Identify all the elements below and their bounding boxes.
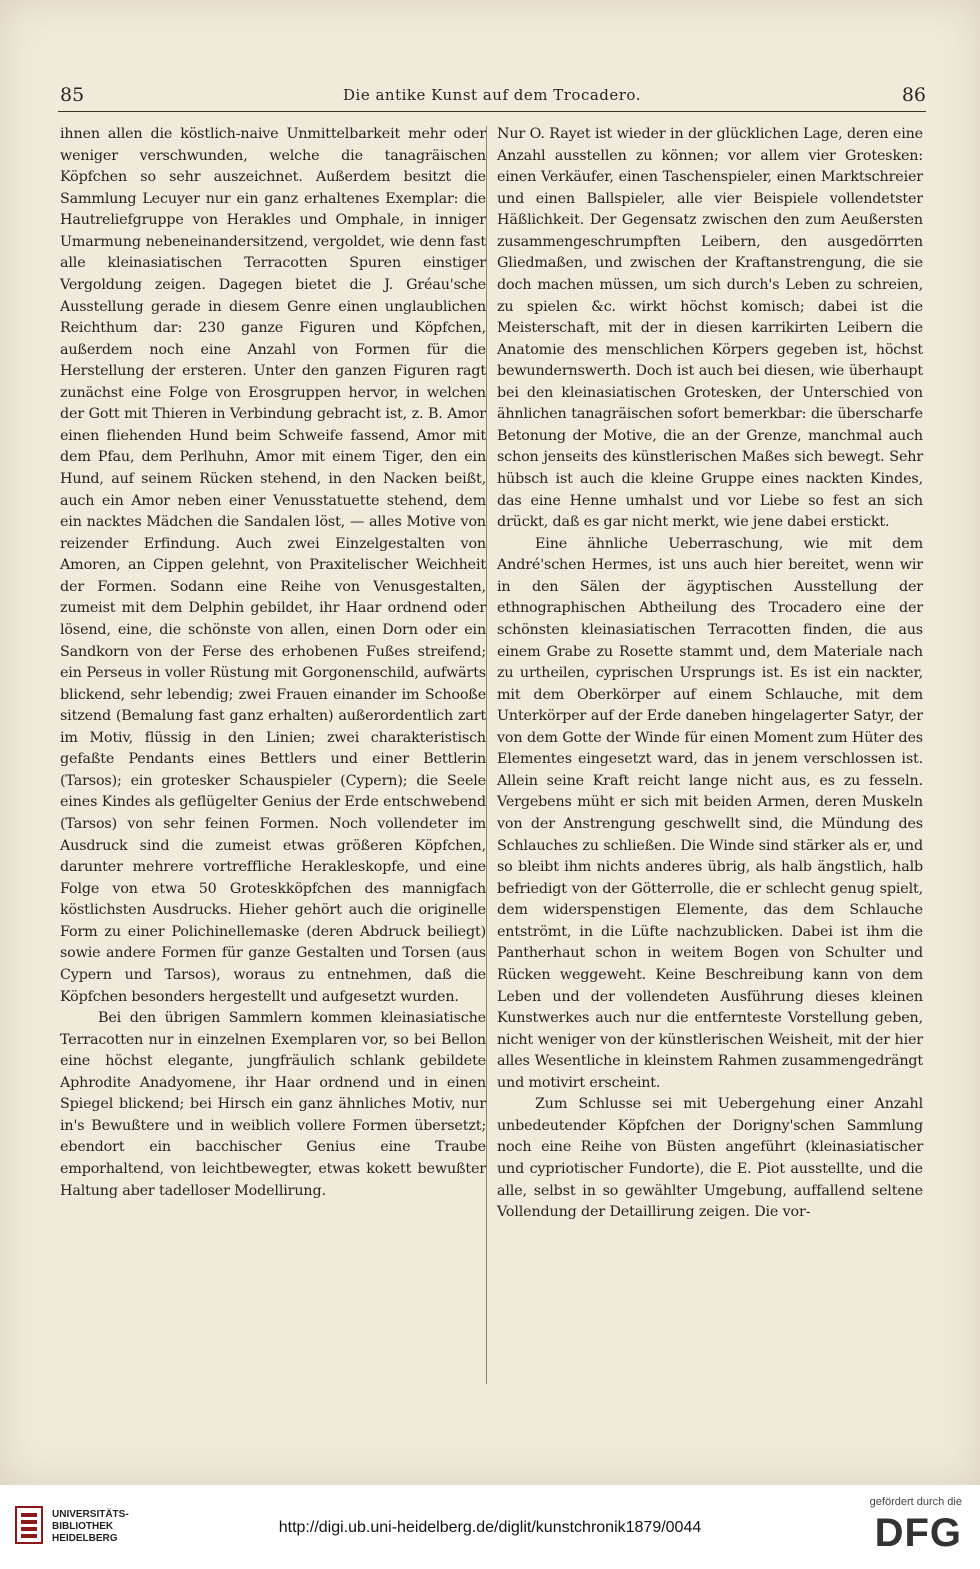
library-name-line: BIBLIOTHEK — [52, 1521, 114, 1532]
header-rule — [58, 111, 926, 112]
library-name-line: UNIVERSITÄTS- — [52, 1509, 129, 1520]
left-column — [60, 124, 486, 1202]
permalink[interactable]: http://digi.ub.uni-heidelberg.de/diglit/kunstchronik1879/0044 — [278, 1519, 702, 1536]
paragraph: Bei den übrigen Sammlern kommen kleinasiatische Terracotten nur in einzelnen Exemplaren vor, so bei Bellon eine höchst elegante, jungfräulich schlank gebildete Aphrodite Anadyomene, ihr Haar ordnend und in einen Spiegel blickend; bei Hirsch ein ganz ähnliches Motiv, nur in's Bewußtere und in weiblich vollere Formen übersetzt; ebendort ein bacchischer Genius eine Traube emporhaltend, von leichtbewegter, etwas kokett bewußter Haltung aber tadelloser Modellirung. — [60, 1010, 486, 1199]
right-column — [497, 124, 923, 1224]
library-name-line: HEIDELBERG — [52, 1533, 118, 1544]
paragraph: ihnen allen die köstlich-naive Unmittelbarkeit mehr oder weniger verschwunden, welche die tanagräischen Köpfchen so sehr auszeichnet. Außerdem besitzt die Sammlung Lecuyer nur ein ganz erhaltenes Exemplar: die Hautreliefgruppe von Herakles und Omphale, in inniger Umarmung nebeneinandersitzend, vergoldet, wie denn fast alle kleinasiatischen Terracotten Spuren einstiger Vergoldung zeigen. Dagegen bietet die J. Gréau'sche Ausstellung gerade in diesem Genre einen unglaublichen Reichthum dar: 230 ganze Figuren und Köpfchen, außerdem noch eine Anzahl von Formen für die Herstellung der ersteren. Unter den ganzen Figuren ragt zunächst eine Folge von Erosgruppen hervor, in welchen der Gott mit Thieren in Verbindung gebracht ist, z. B. Amor einen fliehenden Hund beim Schweife fassend, Amor mit dem Pfau, dem Perlhuhn, Amor mit einem Tiger, den ein Hund, auf seinem Rücken stehend, in den Nacken beißt, auch ein Amor neben einer Venusstatuette stehend, dem ein nacktes Mädchen die Sandalen löst, — alles Motive von reizender Erfindung. Auch zwei Einzelgestalten von Amoren, an Cippen gelehnt, von Praxitelischer Weichheit der Formen. Sodann eine Reihe von Venusgestalten, zumeist mit dem Delphin gebildet, ihr Haar ordnend oder lösend, eine, die schönste von allen, einen Dorn oder ein Sandkorn von der Ferse des erhobenen Fußes streifend; ein Perseus in voller Rüstung mit Gorgonenschild, aufwärts blickend, sehr lebendig; zwei Frauen einander im Schooße sitzend (Bemalung fast ganz erhalten) außerordentlich zart im Motiv, flüssig in den Linien; zwei charakteristisch gefaßte Pendants eines Bettlers und einer Bettlerin (Tarsos); ein grotesker Schauspieler (Cypern); die Seele eines Kindes als geflügelter Genius der Erde entschwebend (Tarsos) von sehr feinen Formen. Noch vollendeter im Ausdruck sind die zumeist etwas größeren Köpfchen, darunter mehrere vortreffliche Herakleskopfe, und eine Folge von etwa 50 Groteskköpfchen des mannigfach köstlichsten Ausdrucks. Hieher gehört auch die originelle Form zu einer Polichinellemaske (deren Abdruck beiliegt) sowie andere Formen für ganze Gestalten und Torsen (aus Cypern und Tarsos), woraus zu entnehmen, daß die Köpfchen besonders hergestellt und aufgesetzt wurden. — [60, 126, 486, 1005]
digitization-footer — [0, 1485, 980, 1569]
running-header — [58, 82, 926, 108]
column-divider — [486, 126, 487, 1384]
paragraph: Eine ähnliche Ueberraschung, wie mit dem André'schen Hermes, ist uns auch hier bereitet, wenn wir in den Sälen der ägyptischen Ausstellung der ethnographischen Abtheilung des Trocadero eine der schönsten kleinasiatischen Terracotten finden, die aus einem Grabe zu Rosette stammt und, dem Materiale nach zu urtheilen, cyprischen Ursprungs ist. Es ist ein nackter, mit dem Oberkörper auf einem Schlauche, mit dem Unterkörper auf der Erde daneben hingelagerter Satyr, der von dem Gotte der Winde für einen Moment zum Hüter des Elementes eingesetzt ward, das in jenem verschlossen ist. Allein seine Kraft reicht lange nicht aus, es zu fesseln. Vergebens müht er sich mit beiden Armen, deren Muskeln von der Anstrengung geschwellt sind, die Mündung des Schlauches zu schließen. Die Winde sind stärker als er, und so bleibt ihm nichts anderes übrig, als halb ängstlich, halb befriedigt von der Götterrolle, die er schlecht genug spielt, dem widerspenstigen Elemente, das dem Schlauche entströmt, in die Lüfte nachzublicken. Dabei ist ihm die Pantherhaut schon in weitem Bogen von Schulter und Rücken weggeweht. Keine Beschreibung kann von dem Leben und der vollendeten Ausführung dieses kleinen Kunstwerkes auch nur die entfernteste Vorstellung geben, nicht weniger von der künstlerischen Weisheit, mit der hier alles Wesentliche in kleinstem Rahmen zusammengedrängt und motivirt erscheint. — [497, 535, 923, 1091]
paragraph: Zum Schlusse sei mit Uebergehung einer Anzahl unbedeutender Köpfchen der Dorigny'schen Sammlung noch eine Reihe von Büsten angeführt (kleinasiatischer und cypriotischer Fundorte), die E. Piot ausstellte, und die alle, selbst in so gewählter Umgebung, auffallend seltene Vollendung der Detaillirung zeigen. Die vor- — [497, 1096, 923, 1221]
paragraph: Nur O. Rayet ist wieder in der glücklichen Lage, deren eine Anzahl ausstellen zu können; vor allem vier Grotesken: einen Verkäufer, einen Taschenspieler, einen Marktschreier und einen Ballspieler, alle vier Beispiele vollendetster Häßlichkeit. Der Gegensatz zwischen den zum Aeußersten zusammengeschrumpften Leibern, den ausgedörrten Gliedmaßen, und zwischen der Kraftanstrengung, die sie doch machen müssen, um sich durch's Leben zu schreien, zu spielen &c. wirkt höchst komisch; dabei ist die Meisterschaft, mit der in diesen karrikirten Leibern die Anatomie des menschlichen Körpers gegeben ist, höchst bewundernswerth. Doch ist auch bei diesen, wie überhaupt bei den kleinasiatischen Grotesken, der Unterschied von ähnlichen tanagräischen sofort bemerkbar: die überscharfe Betonung der Motive, die an der Grenze, manchmal auch schon jenseits des künstlerischen Maßes sich bewegt. Sehr hübsch ist auch die kleine Gruppe eines nackten Kindes, das eine Henne umhalst und vor Liebe so fest an sich drückt, daß es gar nicht merkt, wie jene dabei erstickt. — [497, 126, 923, 531]
page-number-right: 86 — [901, 84, 926, 106]
running-title: Die antike Kunst auf dem Trocadero. — [343, 86, 641, 104]
page-number-left: 85 — [60, 84, 85, 106]
funding-note: gefördert durch die — [869, 1496, 962, 1508]
dfg-logo: DFG — [874, 1511, 962, 1555]
